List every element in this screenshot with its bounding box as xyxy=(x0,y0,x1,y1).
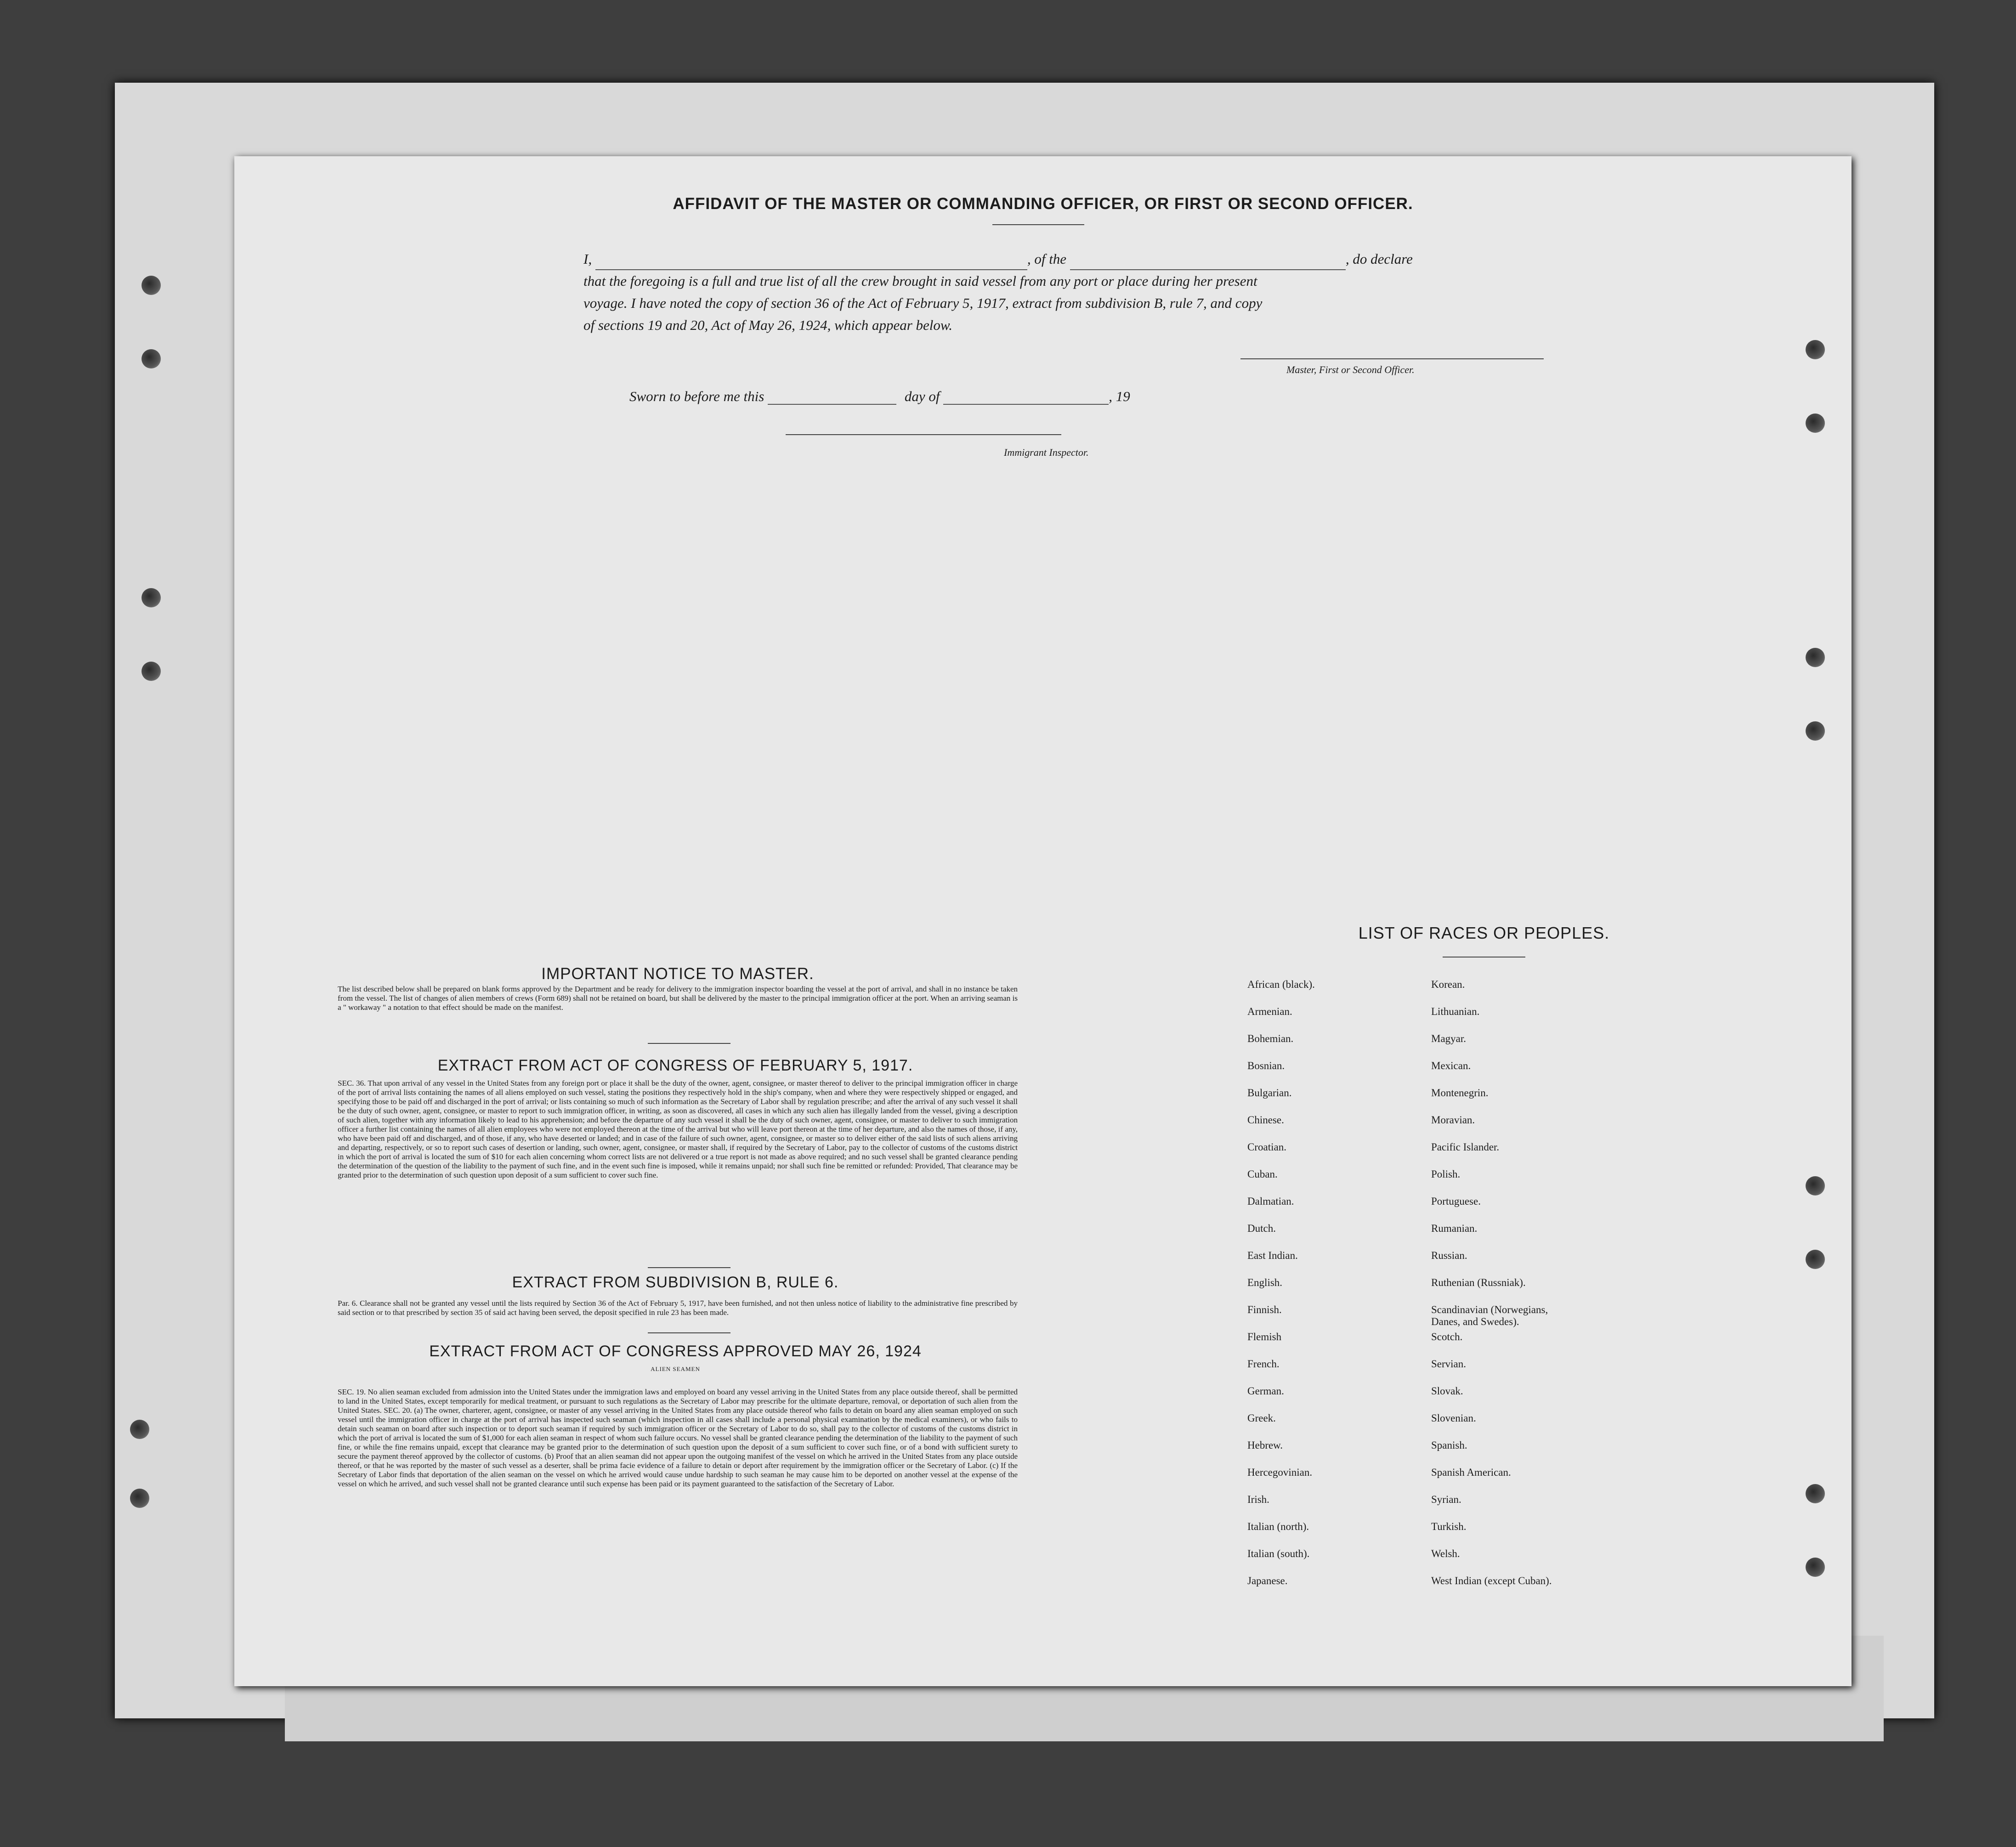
affidavit-of-the: , of the xyxy=(1027,251,1067,267)
race-item: French. xyxy=(1247,1358,1280,1370)
notice-title: IMPORTANT NOTICE TO MASTER. xyxy=(541,965,814,983)
race-item: Slovak. xyxy=(1431,1385,1463,1397)
inspector-caption: Immigrant Inspector. xyxy=(1004,447,1089,458)
race-item: Chinese. xyxy=(1247,1114,1284,1126)
race-item: Croatian. xyxy=(1247,1141,1286,1153)
races-title: LIST OF RACES OR PEOPLES. xyxy=(1358,924,1610,942)
race-item: Italian (south). xyxy=(1247,1548,1310,1559)
master-signature-line xyxy=(1240,358,1544,359)
race-item: Hebrew. xyxy=(1247,1439,1283,1451)
race-item: Scotch. xyxy=(1431,1331,1463,1343)
extract-1917-title: EXTRACT FROM ACT OF CONGRESS OF FEBRUARY 5, 1917. xyxy=(437,1057,913,1074)
race-item: Syrian. xyxy=(1431,1494,1461,1505)
race-item: Bohemian. xyxy=(1247,1033,1294,1044)
race-item: Flemish xyxy=(1247,1331,1282,1343)
binder-hole xyxy=(1806,1484,1825,1503)
race-item: Greek. xyxy=(1247,1412,1276,1424)
title-divider xyxy=(992,224,1084,225)
race-item: Spanish. xyxy=(1431,1439,1467,1451)
extract-1917-divider xyxy=(648,1267,731,1268)
affidavit-line-3: voyage. I have noted the copy of section 36 of the Act of February 5, 1917, extract from subdivision B, rule 7, and copy xyxy=(583,295,1263,311)
binder-hole xyxy=(142,349,161,368)
race-item: Irish. xyxy=(1247,1494,1269,1505)
binder-hole xyxy=(142,276,161,295)
binder-hole xyxy=(1806,1176,1825,1195)
race-item: Bulgarian. xyxy=(1247,1087,1292,1099)
race-item: Ruthenian (Russniak). xyxy=(1431,1277,1526,1288)
race-item: German. xyxy=(1247,1385,1284,1397)
affidavit-title: AFFIDAVIT OF THE MASTER OR COMMANDING OFFICER, OR FIRST OR SECOND OFFICER. xyxy=(673,195,1413,213)
sworn-label: Sworn to before me this xyxy=(629,388,764,404)
binder-hole xyxy=(1806,1558,1825,1577)
race-item: Magyar. xyxy=(1431,1033,1467,1044)
race-item: Rumanian. xyxy=(1431,1223,1478,1234)
binder-hole xyxy=(130,1489,149,1508)
race-item: Finnish. xyxy=(1247,1304,1282,1315)
binder-hole xyxy=(1806,414,1825,433)
race-item: East Indian. xyxy=(1247,1250,1298,1261)
subdiv-b-text: Par. 6. Clearance shall not be granted any vessel until the lists required by Section 36 of the Act of February 5, 1917, have been furnished, and not then unless notice of liability to the administrative fine prescribed by said section or to that prescribed by section 35 of said act having been served, the deposit specified in rule 23 has been made. xyxy=(338,1299,1018,1317)
race-item: Bosnian. xyxy=(1247,1060,1285,1071)
race-item: Armenian. xyxy=(1247,1006,1292,1017)
day-of-label: day of xyxy=(904,388,940,404)
master-caption: Master, First or Second Officer. xyxy=(1286,364,1415,375)
race-item: Moravian. xyxy=(1431,1114,1475,1126)
subdiv-b-title: EXTRACT FROM SUBDIVISION B, RULE 6. xyxy=(512,1274,839,1291)
race-item: Servian. xyxy=(1431,1358,1467,1370)
extract-1924-title: EXTRACT FROM ACT OF CONGRESS APPROVED MAY 26, 1924 xyxy=(429,1343,922,1360)
vessel-name-field[interactable] xyxy=(1070,255,1346,270)
sworn-day-field[interactable] xyxy=(768,390,896,405)
race-item: Turkish. xyxy=(1431,1521,1467,1532)
race-item: English. xyxy=(1247,1277,1283,1288)
race-item: Hercegovinian. xyxy=(1247,1467,1313,1478)
race-item: Italian (north). xyxy=(1247,1521,1309,1532)
races-column-1 xyxy=(1247,979,1422,1602)
affidavit-page xyxy=(234,156,1852,1686)
affidavit-line-2: that the foregoing is a full and true list of all the crew brought in said vessel from any port or place during her present xyxy=(583,273,1257,289)
race-item: Japanese. xyxy=(1247,1575,1288,1586)
race-item: Cuban. xyxy=(1247,1168,1278,1180)
inspector-signature-line xyxy=(786,434,1061,435)
binder-hole xyxy=(142,662,161,681)
sworn-month-field[interactable] xyxy=(943,390,1109,405)
affidavit-line-1 xyxy=(583,248,1521,270)
binder-hole xyxy=(1806,648,1825,667)
race-item: Dutch. xyxy=(1247,1223,1276,1234)
notice-text: The list described below shall be prepared on blank forms approved by the Department and be ready for delivery to the immigration inspector boarding the vessel at the port of arrival, and shall in no instance be taken from the vessel. The list of changes of alien members of crews (Form 689) shall not be retained on board, but shall be delivered by the master to the principal immigration officer at the port. When an arriving seaman is a " workaway " a notation to that effect should be made on the manifest. xyxy=(338,985,1018,1012)
race-item: Pacific Islander. xyxy=(1431,1141,1500,1153)
extract-1924-text: SEC. 19. No alien seaman excluded from admission into the United States under the immigration laws and employed on board any vessel arriving in the United States from any place outside thereof, shall be permitted to land in the United States, except temporarily for medical treatment, or pursuant to such regulations as the Secretary of Labor may prescribe for the ultimate departure, removal, or deportation of such alien from the United States. SEC. 20. (a) The owner, charterer, agent, consignee, or master of any vessel arriving in the United States from any place outside thereof who fails to detain on board any alien seaman employed on such vessel until the immigration officer in charge at the port of arrival has inspected such seaman (which inspection in all cases shall include a personal physical examination by the medical examiners), or who fails to detain such seaman on board after such inspection or to deport such seaman if required by such immigration officer or the Secretary of Labor to do so, shall pay to the collector of customs of the customs district in which the port of arrival is located the sum of $1,000 for each alien seaman in respect of whom such failure occurs. No vessel shall be granted clearance pending the determination of the liability to the payment of such fine, or while the fine remains unpaid, except that clearance may be granted prior to the determination of such question upon the deposit of a sum sufficient to cover such fine, or of a bond with sufficient surety to secure the payment thereof approved by the collector of customs. (b) Proof that an alien seaman did not appear upon the outgoing manifest of the vessel on which he arrived in the United States from any place outside thereof, or that he was reported by the master of such vessel as a deserter, shall be prima facie evidence of a failure to detain or deport after requirement by the immigration officer or the Secretary of Labor. (c) If the Secretary of Labor finds that deportation of the alien seaman on the vessel on which he arrived would cause undue hardship to such seaman he may cause him to be deported on another vessel at the expense of the vessel on which he arrived, and such vessel shall not be granted clearance until such expense has been paid or its payment guaranteed to the satisfaction of the Secretary of Labor. xyxy=(338,1388,1018,1488)
race-item: Polish. xyxy=(1431,1168,1461,1180)
affidavit-line-4: of sections 19 and 20, Act of May 26, 1924, which appear below. xyxy=(583,317,953,333)
race-item: Korean. xyxy=(1431,979,1465,990)
race-item: Montenegrin. xyxy=(1431,1087,1489,1099)
affidavit-i: I, xyxy=(583,251,592,267)
races-column-2 xyxy=(1431,979,1670,1602)
race-item: Scandinavian (Norwegians, Danes, and Swedes). xyxy=(1431,1304,1548,1327)
race-item: West Indian (except Cuban). xyxy=(1431,1575,1552,1586)
extract-1917-text: SEC. 36. That upon arrival of any vessel in the United States from any foreign port or place it shall be the duty of the owner, agent, consignee, or master thereof to deliver to the principal immigration officer in charge of the port of arrival lists containing the names of all aliens employed on such vessel, stating the positions they respectively hold in the ship's company, when and where they were respectively shipped or engaged, and specifying those to be paid off and discharged in the port of arrival; or lists containing so much of such information as the Secretary of Labor shall by regulation prescribe; and after the arrival of any such vessel it shall be the duty of such owner, agent, consignee, or master to report to such immigration officer, in writing, as soon as discovered, all cases in which any such alien has illegally landed from the vessel, giving a description of such alien, together with any information likely to lead to his apprehension; and before the departure of any such vessel it shall be the duty of such owner, agent, consignee, or master to deliver to such immigration officer a further list containing the names of all alien employees who were not employed thereon at the time of the arrival but who will leave port thereon at the time of her departure, and also the names of those, if any, who have been paid off and discharged, and of those, if any, who have deserted or landed; and in case of the failure of such owner, agent, consignee, or master so to deliver either of the said lists of such aliens arriving and departing, respectively, or so to report such cases of desertion or landing, such owner, agent, consignee, or master shall, if required by the Secretary of Labor, pay to the collector of customs of the customs district in which the port of arrival is located the sum of $10 for each alien concerning whom correct lists are not delivered or a true report is not made as above required; and no such vessel shall be granted clearance pending the determination of the question of the liability to the payment of such fine, and in the event such fine is imposed, while it remains unpaid; nor shall such fine be remitted or refunded: Provided, That clearance may be granted prior to the determination of such question upon deposit of a sum sufficient to cover such fine. xyxy=(338,1079,1018,1179)
subdiv-b-divider xyxy=(648,1332,731,1333)
binder-hole xyxy=(1806,1250,1825,1269)
race-item: Spanish American. xyxy=(1431,1467,1511,1478)
binder-hole xyxy=(142,588,161,607)
notice-divider xyxy=(648,1043,731,1044)
binder-hole xyxy=(1806,721,1825,741)
binder-hole xyxy=(1806,340,1825,359)
race-item: Portuguese. xyxy=(1431,1195,1481,1207)
sworn-line xyxy=(629,388,1130,405)
race-item: Slovenian. xyxy=(1431,1412,1476,1424)
race-item: African (black). xyxy=(1247,979,1315,990)
year-label: , 19 xyxy=(1109,388,1130,404)
race-item: Dalmatian. xyxy=(1247,1195,1294,1207)
extract-1924-subtitle: ALIEN SEAMEN xyxy=(651,1365,700,1372)
master-name-field[interactable] xyxy=(595,255,1027,270)
race-item: Lithuanian. xyxy=(1431,1006,1480,1017)
race-item: Mexican. xyxy=(1431,1060,1471,1071)
affidavit-statement xyxy=(583,248,1521,336)
binder-hole xyxy=(130,1420,149,1439)
race-item: Welsh. xyxy=(1431,1548,1460,1559)
race-item: Russian. xyxy=(1431,1250,1467,1261)
affidavit-do-declare: , do declare xyxy=(1345,251,1413,267)
